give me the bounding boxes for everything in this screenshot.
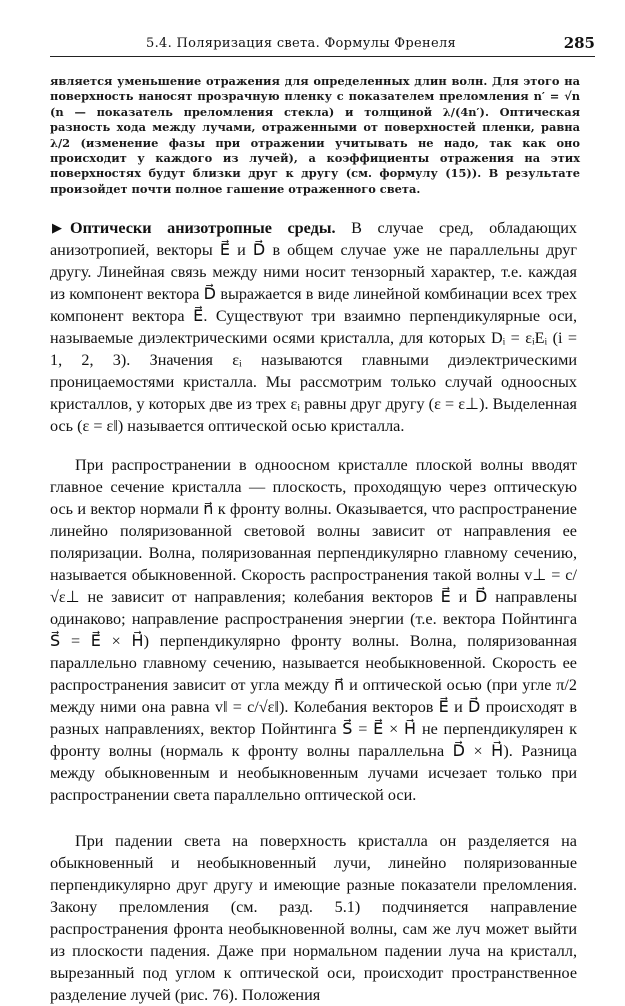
section-paragraph-2: При распространении в одноосном кристалле плоской волны вводят главное сечение кристалла — плоскость, проходящую через оптическую ось и вектор нормали n⃗ к фронту волны. Оказывается, что распространение линейно поляризованной световой волны зависит от направления ее поляризации. Волна, поляризованная перпендикулярно главному сечению, называется обыкновенной. Скорость распространения такой волны v⊥ = c/√ε⊥ не зависит от направления; колебания векторов E⃗ и D⃗ направлены одинаково; направление распространения энергии (т.е. вектора Пойнтинга S⃗ = E⃗ × H⃗) перпендикулярно фронту волны. Волна, поляризованная параллельно главному сечению, называется необыкновенной. Скорость ее распространения зависит от угла между n⃗ и оптической осью (при угле π/2 между ними она равна v‖ = c/√ε‖). Колебания векторов E⃗ и D⃗ происходят в разных направлениях, вектор Пойнтинга S⃗ = E⃗ × H⃗ не перпендикулярен к фронту волны (нормаль к фронту волны параллельна D⃗ × H⃗). Разница между обыкновенным и необыкновенным лучами исчезает только при распространении света параллельно оптической оси. (50, 456, 577, 804)
section-marker-icon: ▶ (52, 220, 62, 235)
page-number: 285 (563, 34, 595, 52)
running-header (50, 34, 595, 57)
section-paragraph-3: При падении света на поверхность кристалла он разделяется на обыкновенный и необыкновенный лучи, линейно поляризованные перпендикулярно друг другу и имеющие разные показатели преломления. Закону преломления (см. разд. 5.1) подчиняется направление распространения фронта необыкновенной волны, сам же луч может выйти из плоскости падения. Даже при нормальном падении луча на кристалл, вырезанный под углом к оптической оси, происходит пространственное разделение лучей (рис. 76). Положения (50, 832, 577, 1004)
running-header-title: 5.4. Поляризация света. Формулы Френеля (146, 36, 457, 51)
paragraph-1-text: В случае сред, обладающих анизотропией, векторы E⃗ и D⃗ в общем случае уже не параллельны друг другу. Линейная связь между ними носит тензорный характер, т.е. каждая из компонент вектора D⃗ выражается в виде линейной комбинации всех трех компонент вектора E⃗. Существуют три взаимно перпендикулярные оси, называемые диэлектрическими осями кристалла, для которых Dᵢ = εᵢEᵢ (i = 1, 2, 3). Значения εᵢ называются главными диэлектрическими проницаемостями кристалла. Мы рассмотрим только случай одноосных кристаллов, у которых две из трех εᵢ равны друг другу (ε = ε⊥). Выделенная ось (ε = ε‖) называется оптической осью кристалла. (50, 219, 578, 435)
small-print-note: является уменьшение отражения для определенных длин волн. Для этого на поверхность наносят прозрачную пленку с показателем преломления n′ = √n (n — показатель преломления стекла) и толщиной λ/(4n′). Оптическая разность хода между лучами, отраженными от поверхностей пленки, равна λ/2 (изменение фазы при отражении учитывать не надо, так как оно происходит у каждого из лучей), а коэффициенты отражения на этих поверхностях будут близки друг к другу (см. формулу (15)). В результате произойдет почти полное гашение отраженного света. (50, 74, 580, 196)
section-heading: Оптически анизотропные среды. (70, 219, 336, 237)
section-paragraph-1 (50, 217, 577, 437)
